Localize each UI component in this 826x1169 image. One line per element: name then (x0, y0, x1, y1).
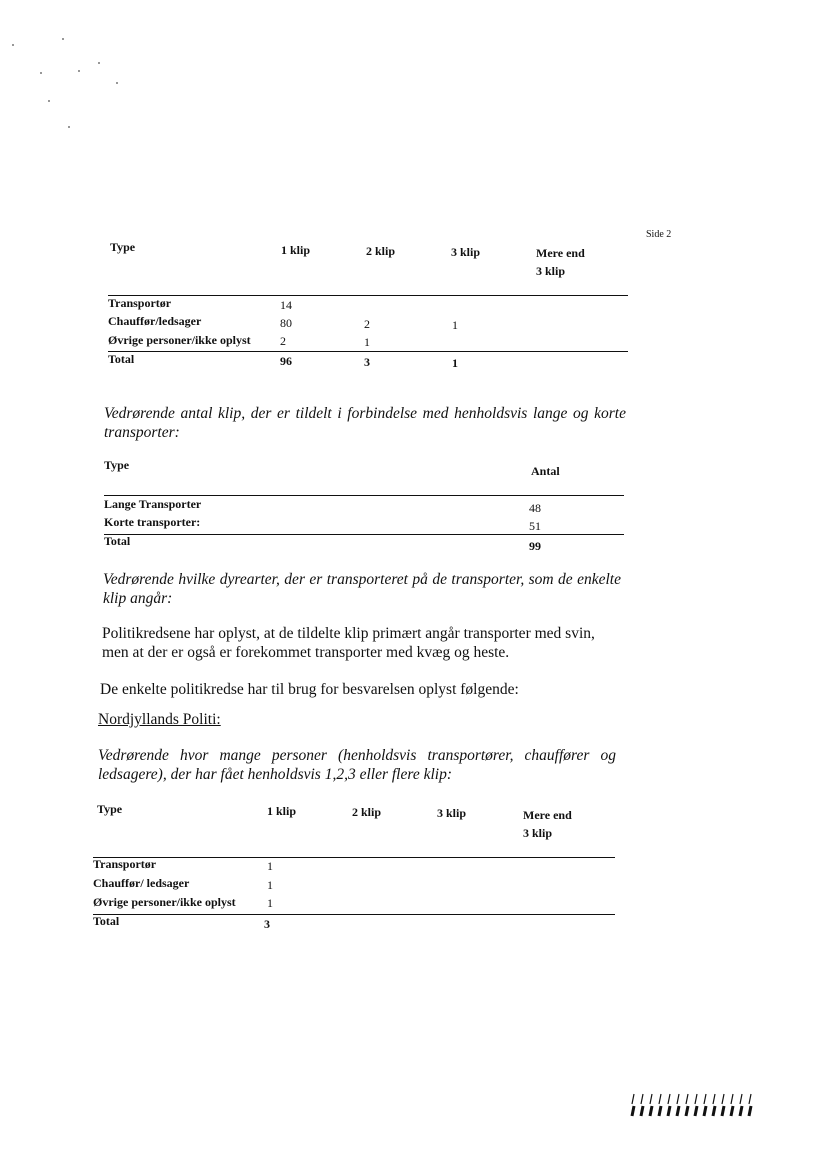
scan-speck (12, 44, 14, 46)
scan-speck (98, 62, 100, 64)
table-total-label: Total (93, 914, 120, 928)
table-total-cell: 99 (529, 539, 541, 553)
table-total-label: Total (108, 352, 135, 366)
table-cell: 14 (280, 298, 292, 312)
table-rule (93, 914, 615, 915)
table-rule (104, 495, 624, 496)
table-total-cell: 3 (364, 355, 370, 369)
table-rule (108, 295, 628, 296)
table-header-type: Type (104, 458, 130, 472)
table-header-1-klip: 1 klip (281, 243, 311, 257)
table-total-cell: 3 (264, 917, 270, 931)
table-cell: 51 (529, 519, 541, 533)
table-header-3-klip: 3 klip (437, 806, 467, 820)
barcode-mark (630, 1092, 758, 1118)
table-header-1-klip: 1 klip (267, 804, 297, 818)
paragraph-antal-klip: Vedrørende antal klip, der er tildelt i forbindelse med henholdsvis lange og korte transporter: (104, 405, 626, 441)
scan-speck (68, 126, 70, 128)
scan-speck (62, 38, 64, 40)
table-total-label: Total (104, 534, 131, 548)
table-header-type: Type (97, 802, 123, 816)
table-cell: 1 (452, 318, 458, 332)
table-rule (104, 534, 624, 535)
paragraph-dyrearter: Vedrørende hvilke dyrearter, der er transporteret på de transporter, som de enkelte klip angår: (103, 571, 621, 607)
table-total-cell: 1 (452, 356, 458, 370)
section-nordjyllands-politi: Nordjyllands Politi: (98, 711, 221, 728)
table-row-label: Korte transporter: (104, 515, 201, 529)
paragraph-politikredse: Politikredsene har oplyst, at de tildelte klip primært angår transporter med svin, men at der er også er forekommet transporter med kvæg og heste. (102, 625, 595, 661)
table-header-3-klip-sub: 3 klip (523, 826, 553, 840)
table-rule (108, 351, 628, 352)
scan-speck (116, 82, 118, 84)
table-row-label: Øvrige personer/ikke oplyst (108, 333, 251, 347)
scan-speck (78, 70, 80, 72)
scan-speck (48, 100, 50, 102)
table-header-mere-end: Mere end (536, 246, 585, 260)
table-cell: 1 (267, 859, 273, 873)
table-header-3-klip: 3 klip (451, 245, 481, 259)
table-row-label: Transportør (93, 857, 157, 871)
table-header-type: Type (110, 240, 136, 254)
table-header-2-klip: 2 klip (366, 244, 396, 258)
table-cell: 1 (267, 896, 273, 910)
table-row-label: Øvrige personer/ikke oplyst (93, 895, 236, 909)
page-number: Side 2 (646, 229, 672, 240)
table-cell: 2 (280, 334, 286, 348)
table-cell: 1 (364, 335, 370, 349)
table-header-3-klip-sub: 3 klip (536, 264, 566, 278)
table-header-antal: Antal (531, 464, 560, 478)
paragraph-personer: Vedrørende hvor mange personer (henholdsvis transportører, chauffører og ledsagere), der har fået henholdsvis 1,2,3 eller flere klip: (98, 747, 616, 783)
table-rule (93, 857, 615, 858)
table-cell: 1 (267, 878, 273, 892)
table-header-2-klip: 2 klip (352, 805, 382, 819)
table-row-label: Lange Transporter (104, 497, 202, 511)
table-row-label: Chauffør/ledsager (108, 314, 202, 328)
table-cell: 80 (280, 316, 292, 330)
table-cell: 48 (529, 501, 541, 515)
table-row-label: Transportør (108, 296, 172, 310)
paragraph-besvarelse: De enkelte politikredse har til brug for besvarelsen oplyst følgende: (100, 681, 519, 698)
table-total-cell: 96 (280, 354, 292, 368)
scan-speck (40, 72, 42, 74)
table-cell: 2 (364, 317, 370, 331)
table-row-label: Chauffør/ ledsager (93, 876, 190, 890)
table-header-mere-end: Mere end (523, 808, 572, 822)
